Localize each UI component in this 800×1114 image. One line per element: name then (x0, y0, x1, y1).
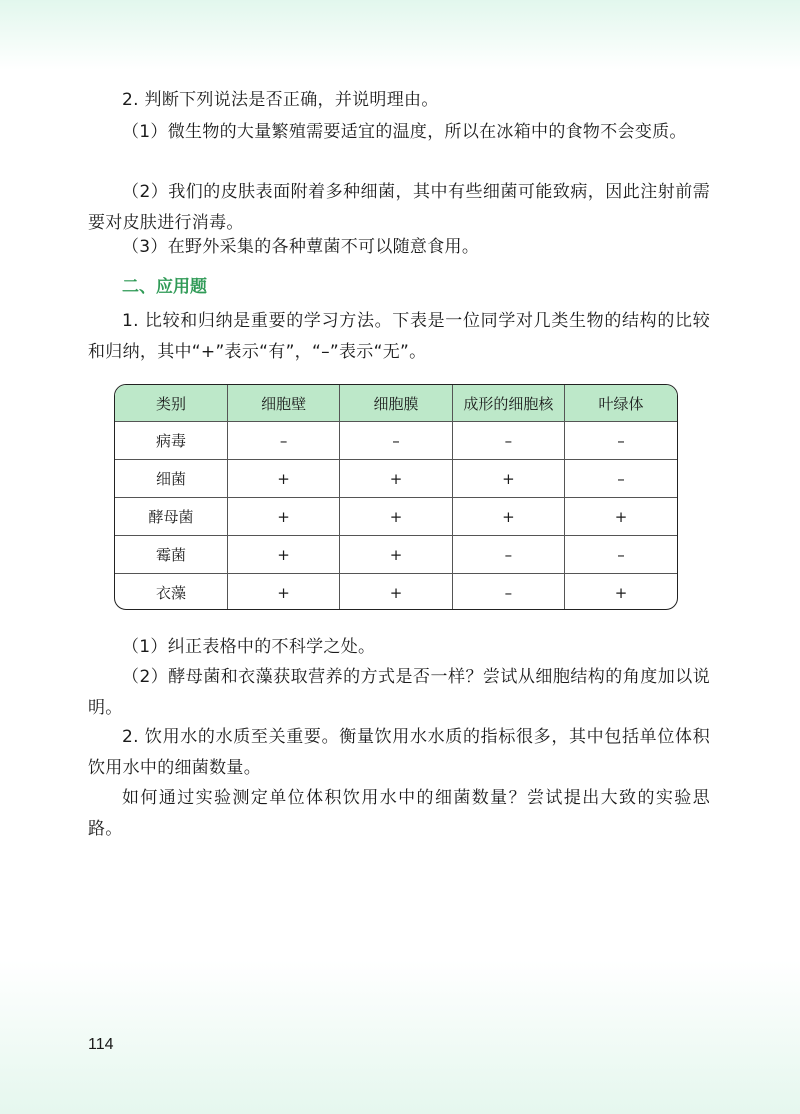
question1-part2: （2）酵母菌和衣藻获取营养的方式是否一样？尝试从细胞结构的角度加以说明。 (88, 667, 710, 718)
table-cell-category: 细菌 (115, 460, 227, 498)
table-row (115, 536, 677, 574)
table-cell: – (340, 422, 452, 460)
exercise2-item3: （3）在野外采集的各种蕈菌不可以随意食用。 (122, 237, 480, 257)
table-cell: + (452, 460, 564, 498)
table-header-row (115, 385, 677, 422)
exercise2-item1: （1）微生物的大量繁殖需要适宜的温度，所以在冰箱中的食物不会变质。 (122, 122, 687, 142)
question1-part1: （1）纠正表格中的不科学之处。 (122, 637, 376, 657)
page-number: 114 (88, 1036, 114, 1053)
table-row (115, 574, 677, 611)
table-cell: – (452, 574, 564, 611)
table-cell: + (565, 498, 677, 536)
table-cell: + (452, 498, 564, 536)
question1-intro: 1. 比较和归纳是重要的学习方法。下表是一位同学对几类生物的结构的比较和归纳，其中“+”表示“有”，“–”表示“无”。 (88, 311, 710, 362)
table-cell: – (452, 536, 564, 574)
table-header-cell: 细胞壁 (227, 385, 339, 422)
table-row (115, 460, 677, 498)
table-cell-category: 酵母菌 (115, 498, 227, 536)
table-cell: + (340, 460, 452, 498)
table-cell: – (565, 422, 677, 460)
table-cell: – (565, 460, 677, 498)
table-cell-category: 衣藻 (115, 574, 227, 611)
table-cell: – (452, 422, 564, 460)
table-row (115, 498, 677, 536)
table-cell-category: 病毒 (115, 422, 227, 460)
section-heading: 二、应用题 (122, 277, 207, 297)
table-cell: + (565, 574, 677, 611)
table-header-cell: 叶绿体 (565, 385, 677, 422)
table-cell: + (340, 498, 452, 536)
table-cell: – (565, 536, 677, 574)
organism-comparison-table (114, 384, 678, 610)
question2-task: 如何通过实验测定单位体积饮用水中的细菌数量？尝试提出大致的实验思路。 (88, 788, 710, 839)
table-cell: + (227, 574, 339, 611)
table-cell: + (340, 574, 452, 611)
table-row (115, 422, 677, 460)
table-cell: – (227, 422, 339, 460)
table-header-cell: 细胞膜 (340, 385, 452, 422)
table-cell: + (340, 536, 452, 574)
question2-intro: 2. 饮用水的水质至关重要。衡量饮用水水质的指标很多，其中包括单位体积饮用水中的细菌数量。 (88, 727, 710, 778)
table-cell: + (227, 460, 339, 498)
exercise2-intro: 2. 判断下列说法是否正确，并说明理由。 (122, 90, 439, 110)
table-header-cell: 类别 (115, 385, 227, 422)
table-cell: + (227, 498, 339, 536)
table-header-cell: 成形的细胞核 (452, 385, 564, 422)
table-cell: + (227, 536, 339, 574)
exercise2-item2: （2）我们的皮肤表面附着多种细菌，其中有些细菌可能致病，因此注射前需要对皮肤进行消毒。 (88, 182, 710, 233)
table-cell-category: 霉菌 (115, 536, 227, 574)
